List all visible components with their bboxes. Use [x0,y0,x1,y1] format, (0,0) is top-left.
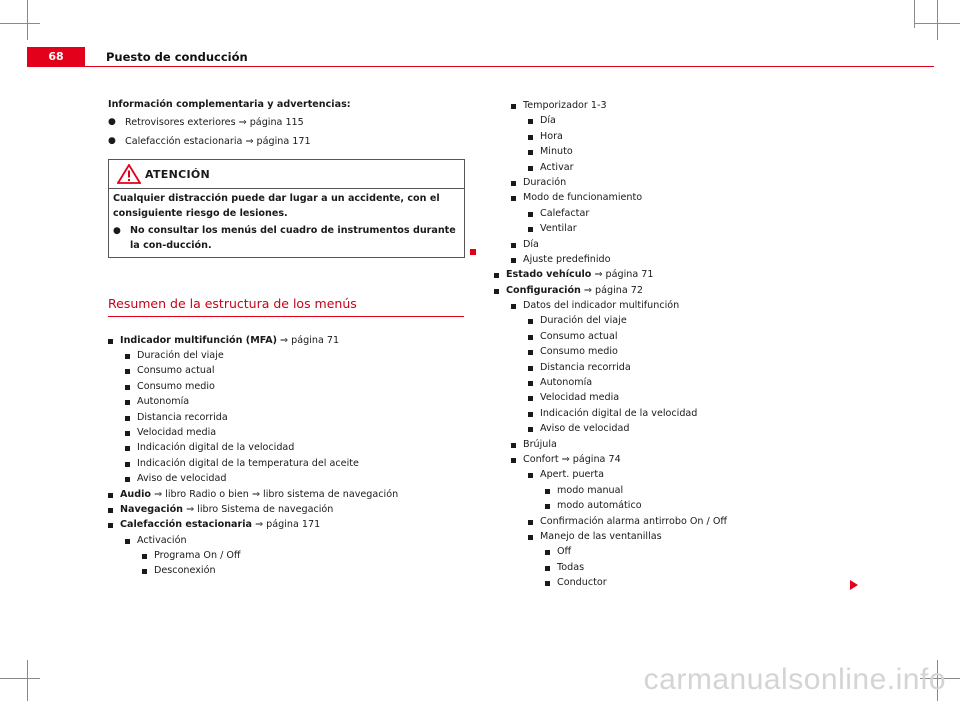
square-bullet-icon [125,369,130,374]
menu-tree-label-text: Confirmación alarma antirrobo On / Off [540,515,728,527]
section-rule [108,316,464,317]
menu-tree-label-text: Conductor [557,577,607,589]
menu-tree-label [137,348,224,363]
menu-tree-label-bold: Indicador multifunción (MFA) [120,334,277,346]
warning-text: Cualquier distracción puede dar lugar a un accidente, con el consiguiente riesgo de lesiones. [113,193,440,219]
square-bullet-icon [545,489,550,494]
menu-tree-item [494,360,894,375]
menu-tree-label [540,313,627,328]
section-title: Resumen de la estructura de los menús [108,296,357,312]
bullet-dot-icon: ● [108,117,116,128]
square-bullet-icon [545,550,550,555]
menu-tree-label [540,160,574,175]
menu-tree-label [137,363,215,378]
menu-tree-item [108,563,464,578]
square-bullet-icon [528,335,533,340]
menu-tree-label-text: Duración del viaje [137,350,224,362]
menu-tree-label-text: Ajuste predefinido [523,253,611,265]
square-bullet-icon [494,289,499,294]
menu-tree-label-text: Ventilar [540,223,577,235]
menu-tree-item [494,252,894,267]
menu-tree-label [540,329,618,344]
menu-tree-label-text: Duración [523,176,567,188]
info-heading: Información complementaria y advertencias: [108,99,351,110]
menu-tree-label-text: Indicación digital de la velocidad [137,442,295,454]
menu-tree-label [540,514,727,529]
menu-tree-label-text: ⇒ página 71 [277,334,340,346]
info-item-text: Calefacción estacionaria ⇒ página 171 [125,135,311,147]
menu-tree-label [540,406,697,421]
menu-tree-right [494,98,894,591]
menu-tree-item [494,498,894,513]
menu-tree-item [108,348,464,363]
crop-mark [27,660,28,701]
square-bullet-icon [125,354,130,359]
menu-tree-item [494,544,894,559]
menu-tree-label-text: Calefactar [540,207,590,219]
menu-tree-label-text: Activación [137,534,187,546]
square-bullet-icon [511,443,516,448]
menu-tree-label [137,379,215,394]
square-bullet-icon [545,566,550,571]
square-bullet-icon [494,273,499,278]
menu-tree-item [494,375,894,390]
warning-body [109,189,464,257]
menu-tree-item [494,206,894,221]
menu-tree-label-text: Confort ⇒ página 74 [523,453,621,465]
menu-tree-item [494,390,894,405]
menu-tree-item [108,379,464,394]
menu-tree-label-text: Velocidad media [540,392,620,404]
menu-tree-item [494,237,894,252]
menu-tree-left [108,333,464,579]
menu-tree-item [494,129,894,144]
menu-tree-label [540,529,662,544]
square-bullet-icon [125,462,130,467]
square-bullet-icon [511,243,516,248]
menu-tree-label [137,456,359,471]
warning-bullet-text: No consultar los menús del cuadro de instrumentos durante la con-ducción. [130,225,456,251]
square-bullet-icon [528,396,533,401]
square-bullet-icon [545,504,550,509]
warning-bullet [113,224,460,253]
menu-tree-label-text: Aviso de velocidad [540,423,630,435]
square-bullet-icon [545,581,550,586]
menu-tree-label-text: Modo de funcionamiento [523,192,643,204]
menu-tree-item [494,344,894,359]
menu-tree-label-bold: Calefacción estacionaria [120,519,253,531]
menu-tree-label [540,221,577,236]
menu-tree-label-text: Día [523,238,539,250]
menu-tree-item [108,502,464,517]
square-bullet-icon [528,150,533,155]
warning-title: ATENCIÓN [145,168,211,182]
square-bullet-icon [511,181,516,186]
page-number: 68 [48,50,64,63]
square-bullet-icon [528,366,533,371]
right-column [494,98,894,591]
menu-tree-item [494,483,894,498]
menu-tree-item [108,533,464,548]
menu-tree-label [540,344,618,359]
info-item-text: Retrovisores exteriores ⇒ página 115 [125,117,304,129]
menu-tree-item [108,333,464,348]
menu-tree-label [523,175,566,190]
square-bullet-icon [528,212,533,217]
menu-tree-label [540,375,592,390]
menu-tree-label [137,533,187,548]
square-bullet-icon [108,339,113,344]
menu-tree-label [523,190,642,205]
menu-tree-item [494,160,894,175]
square-bullet-icon [125,400,130,405]
menu-tree-label [154,563,216,578]
menu-tree-label-text: Off [557,546,572,558]
crop-mark [914,23,960,24]
menu-tree-label [137,425,216,440]
menu-tree-label-text: Distancia recorrida [540,361,631,373]
menu-tree-item [108,410,464,425]
crop-mark [0,23,40,24]
square-bullet-icon [528,381,533,386]
menu-tree-label-text: Consumo medio [137,380,215,392]
menu-tree-item [108,394,464,409]
menu-tree-label-bold: Estado vehículo [506,269,592,281]
bullet-dot-icon: ● [113,226,121,237]
menu-tree-item [108,440,464,455]
menu-tree-label-text: modo manual [557,484,624,496]
menu-tree-label [120,517,320,532]
menu-tree-label [137,394,189,409]
menu-tree-label-text: Datos del indicador multifunción [523,300,680,312]
square-bullet-icon [125,446,130,451]
header-rule [85,66,934,67]
square-bullet-icon [108,508,113,513]
menu-tree-item [494,406,894,421]
menu-tree-label [540,113,556,128]
info-item [108,134,464,149]
menu-tree-item [494,421,894,436]
menu-tree-label-bold: Navegación [120,503,184,515]
menu-tree-item [108,548,464,563]
watermark: carmanualsonline.info [643,663,946,696]
menu-tree-label-bold: Audio [120,488,152,500]
menu-tree-label-text: Distancia recorrida [137,411,228,423]
warning-header [109,160,464,189]
menu-tree-label-text: Todas [557,561,585,573]
menu-tree-label [506,267,654,282]
menu-tree-item [494,437,894,452]
square-bullet-icon [511,196,516,201]
warning-triangle-icon [117,164,141,184]
square-bullet-icon [528,535,533,540]
menu-tree-item [494,313,894,328]
square-bullet-icon [142,569,147,574]
menu-tree-item [494,514,894,529]
menu-tree-label [557,560,584,575]
menu-tree-label-text: Consumo actual [540,330,618,342]
menu-tree-label [523,237,539,252]
square-bullet-icon [125,477,130,482]
menu-tree-label-text: Velocidad media [137,426,217,438]
menu-tree-label-text: Temporizador 1-3 [523,100,607,111]
menu-tree-item [494,298,894,313]
menu-tree-label [523,452,621,467]
square-bullet-icon [125,416,130,421]
menu-tree-label [523,252,611,267]
menu-tree-item [108,471,464,486]
square-bullet-icon [528,350,533,355]
square-bullet-icon [528,166,533,171]
menu-tree-item [494,190,894,205]
square-bullet-icon [511,104,516,109]
square-bullet-icon [528,520,533,525]
square-bullet-icon [528,412,533,417]
square-bullet-icon [125,385,130,390]
square-bullet-icon [108,523,113,528]
info-item [108,115,464,130]
menu-tree-label-text: Desconexión [154,565,216,577]
crop-mark [937,0,938,40]
menu-tree-label-text: Indicación digital de la temperatura del aceite [137,457,359,469]
menu-tree-label [540,360,631,375]
menu-tree-label-text: Manejo de las ventanillas [540,530,662,542]
square-bullet-icon [511,258,516,263]
square-bullet-icon [528,427,533,432]
crop-mark [0,678,40,679]
menu-tree-item [494,144,894,159]
end-of-section-icon [470,249,476,255]
menu-tree-label [137,440,294,455]
menu-tree-label-text: Activar [540,161,574,173]
menu-tree-label-text: Consumo actual [137,365,215,377]
menu-tree-label [120,502,333,517]
square-bullet-icon [528,319,533,324]
menu-tree-label [540,467,604,482]
menu-tree-item [108,363,464,378]
menu-tree-label [557,544,571,559]
menu-tree-label-text: Apert. puerta [540,469,605,481]
square-bullet-icon [528,135,533,140]
menu-tree-label-text: ⇒ página 171 [252,519,321,531]
menu-tree-label [557,483,623,498]
menu-tree-item [494,575,894,590]
square-bullet-icon [528,119,533,124]
menu-tree-label [523,437,557,452]
square-bullet-icon [511,304,516,309]
menu-tree-label-text: Indicación digital de la velocidad [540,407,698,419]
menu-tree-label-text: Duración del viaje [540,315,627,327]
square-bullet-icon [511,458,516,463]
menu-tree-label [540,390,619,405]
menu-tree-label-text: Autonomía [137,396,190,408]
warning-box [108,159,465,258]
menu-tree-label [540,129,563,144]
menu-tree-label-text: Autonomía [540,377,593,389]
menu-tree-item [494,221,894,236]
crop-mark [27,0,28,40]
menu-tree-item [494,452,894,467]
menu-tree-label-text: ⇒ página 72 [580,284,643,296]
menu-tree-label [540,206,589,221]
menu-tree-item [494,267,894,282]
menu-tree-label [540,144,573,159]
menu-tree-label-text: ⇒ página 71 [591,269,654,281]
menu-tree-label [120,333,339,348]
square-bullet-icon [125,431,130,436]
left-column [108,97,464,579]
menu-tree-label [154,548,241,563]
bullet-dot-icon: ● [108,135,116,146]
square-bullet-icon [142,554,147,559]
menu-tree-label-text: Consumo medio [540,346,618,358]
menu-tree-label [540,421,629,436]
menu-tree-label [137,471,226,486]
chapter-title: Puesto de conducción [106,50,248,64]
menu-tree-label-text: ⇒ libro Sistema de navegación [183,503,334,515]
menu-tree-label-bold: Configuración [506,284,581,296]
menu-tree-label-text: modo automático [557,500,642,512]
menu-tree-item [494,329,894,344]
menu-tree-label-text: Programa On / Off [154,550,241,562]
continue-arrow-icon [850,580,858,590]
menu-tree-label [557,498,642,513]
menu-tree-label-text: ⇒ libro Radio o bien ⇒ libro sistema de navegación [151,488,399,500]
menu-tree-item [494,98,894,113]
menu-tree-item [108,456,464,471]
menu-tree-label [523,98,607,113]
menu-tree-label-text: Aviso de velocidad [137,473,227,485]
menu-tree-label [506,283,643,298]
menu-tree-item [494,560,894,575]
menu-tree-item [108,487,464,502]
menu-tree-label-text: Hora [540,130,563,142]
menu-tree-item [108,425,464,440]
menu-tree-label [523,298,679,313]
menu-tree-item [494,467,894,482]
menu-tree-label [120,487,398,502]
square-bullet-icon [528,227,533,232]
square-bullet-icon [108,493,113,498]
menu-tree-label-text: Minuto [540,146,573,158]
menu-tree-item [494,175,894,190]
menu-tree-label-text: Brújula [523,438,557,450]
square-bullet-icon [528,473,533,478]
menu-tree-item [494,113,894,128]
menu-tree-label [557,575,607,590]
menu-tree-item [108,517,464,532]
menu-tree-item [494,283,894,298]
menu-tree-label-text: Día [540,115,556,127]
square-bullet-icon [125,539,130,544]
menu-tree-item [494,529,894,544]
menu-tree-label [137,410,228,425]
